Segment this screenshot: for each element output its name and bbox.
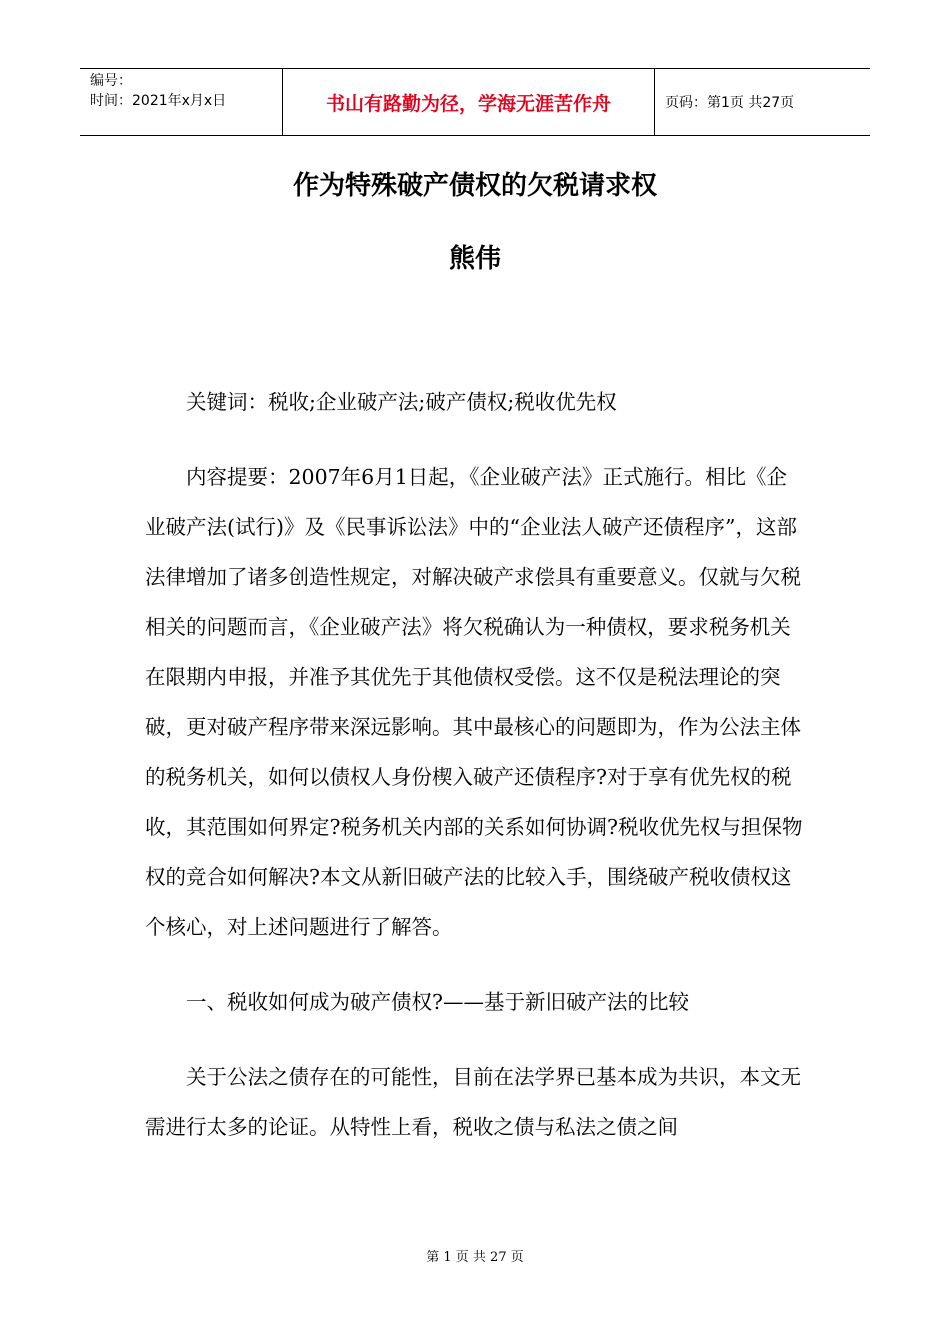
- header-motto: 书山有路勤为径，学海无涯苦作舟: [282, 69, 655, 135]
- page-footer: 第 1 页 共 27 页: [426, 1250, 524, 1265]
- document-title: 作为特殊破产债权的欠税请求权: [292, 171, 657, 201]
- header-table: [80, 68, 870, 136]
- header-page-info: 页码：第1页 共27页: [665, 95, 795, 111]
- header-meta: [80, 69, 282, 135]
- section-heading: 一、税收如何成为破产债权?——基于新旧破产法的比较: [186, 990, 689, 1014]
- abstract-paragraph: 内容提要：2007年6月1日起，《企业破产法》正式施行。相比《企业破产法(试行)》及《民事诉讼法》中的“企业法人破产还债程序”，这部法律增加了诸多创造性规定，对解决破产求偿具有重要意义。仅就与欠税相关的问题而言，《企业破产法》将欠税确认为一种债权，要求税务机关在限期内申报，并准予其优先于其他债权受偿。这不仅是税法理论的突破，更对破产程序带来深远影响。其中最核心的问题即为，作为公法主体的税务机关，如何以债权人身份楔入破产还债程序?对于享有优先权的税收，其范围如何界定?税务机关内部的关系如何协调?税收优先权与担保物权的竞合如何解决?本文从新旧破产法的比较入手，围绕破产税收债权这个核心，对上述问题进行了解答。: [145, 465, 803, 939]
- document-author: 熊伟: [448, 244, 501, 274]
- document-body: [145, 377, 805, 1152]
- document-number-label: 编号：: [90, 73, 132, 89]
- keywords-paragraph: 关键词：税收;企业破产法;破产债权;税收优先权: [186, 390, 617, 414]
- body-paragraph: 关于公法之债存在的可能性，目前在法学界已基本成为共识，本文无需进行太多的论证。从特性上看，税收之债与私法之债之间: [145, 1065, 801, 1139]
- document-time-label: 时间：2021年x月x日: [90, 93, 227, 109]
